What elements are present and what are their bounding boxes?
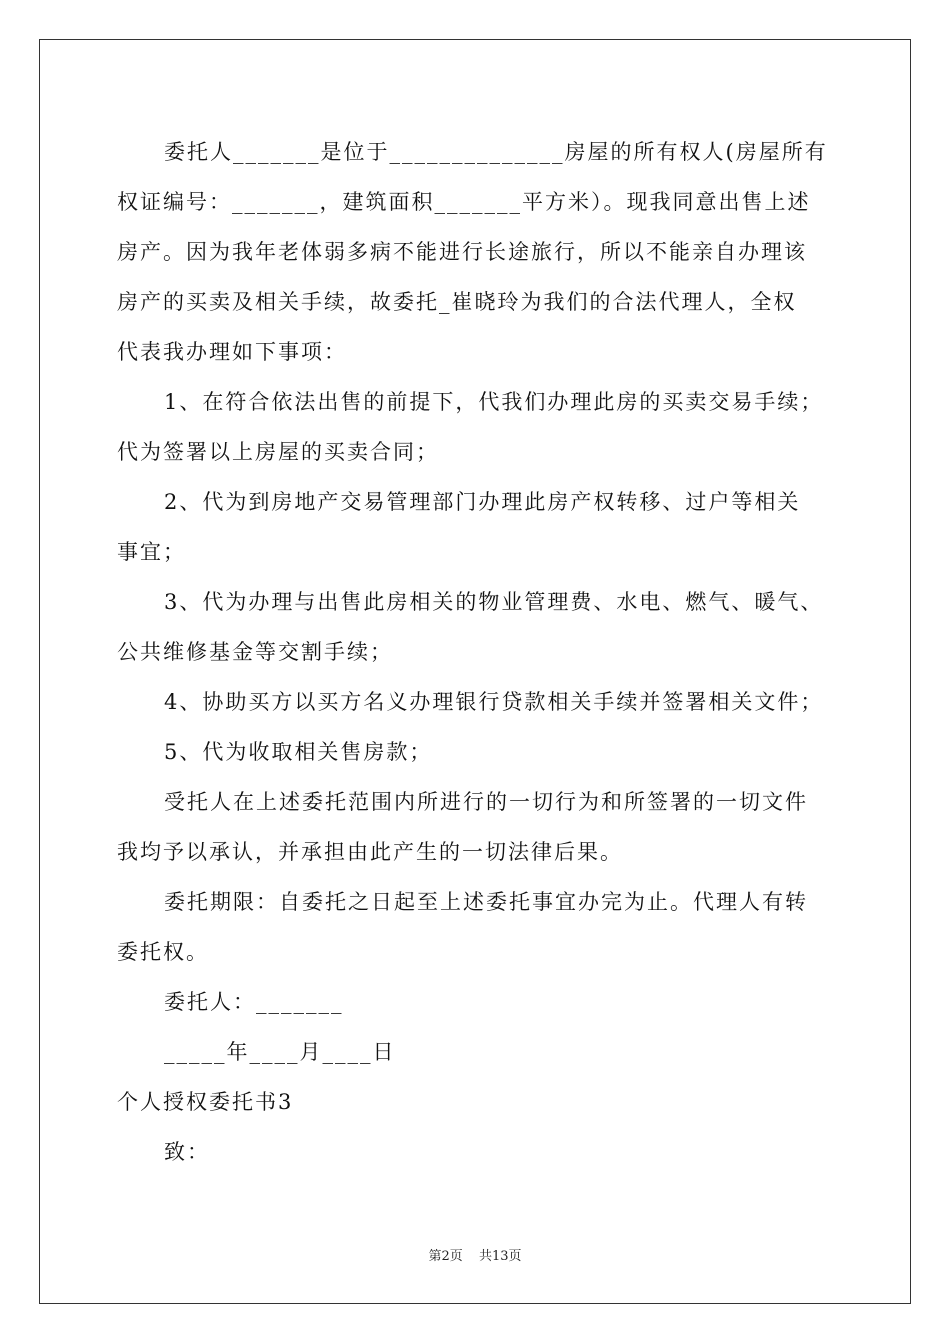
paragraph-line: 权证编号：_______，建筑面积_______平方米）。现我同意出售上述 (117, 190, 811, 214)
paragraph-line: 委托人_______是位于______________房屋的所有权人(房屋所有 (164, 140, 828, 164)
paragraph-line: 受托人在上述委托范围内所进行的一切行为和所签署的一切文件 (164, 790, 808, 814)
list-item-2-continued: 事宜； (117, 540, 186, 564)
list-item-4: 4、协助买方以买方名义办理银行贷款相关手续并签署相关文件； (164, 690, 824, 714)
page-total: 共13页 (478, 1249, 522, 1264)
section-title: 个人授权委托书3 (117, 1090, 294, 1114)
paragraph-line: 委托期限：自委托之日起至上述委托事宜办完为止。代理人有转 (164, 890, 808, 914)
paragraph-line: 代表我办理如下事项： (117, 340, 347, 364)
paragraph-line: 房产。因为我年老体弱多病不能进行长途旅行，所以不能亲自办理该 (117, 240, 807, 264)
date-line: _____年____月____日 (164, 1040, 396, 1064)
page-number: 第2页 (428, 1249, 463, 1264)
salutation-line: 致： (164, 1140, 210, 1164)
list-item-1: 1、在符合依法出售的前提下，代我们办理此房的买卖交易手续； (164, 390, 824, 414)
list-item-3-continued: 公共维修基金等交割手续； (117, 640, 393, 664)
paragraph-line: 委托权。 (117, 940, 209, 964)
page-footer (0, 1245, 950, 1264)
signature-line: 委托人：_______ (164, 990, 344, 1014)
list-item-1-continued: 代为签署以上房屋的买卖合同； (117, 440, 439, 464)
paragraph-line: 我均予以承认，并承担由此产生的一切法律后果。 (117, 840, 623, 864)
list-item-5: 5、代为收取相关售房款； (164, 740, 433, 764)
paragraph-line: 房产的买卖及相关手续，故委托_崔晓玲为我们的合法代理人，全权 (117, 290, 797, 314)
list-item-2: 2、代为到房地产交易管理部门办理此房产权转移、过户等相关 (164, 490, 801, 514)
list-item-3: 3、代为办理与出售此房相关的物业管理费、水电、燃气、暖气、 (164, 590, 824, 614)
document-body (117, 127, 837, 1177)
